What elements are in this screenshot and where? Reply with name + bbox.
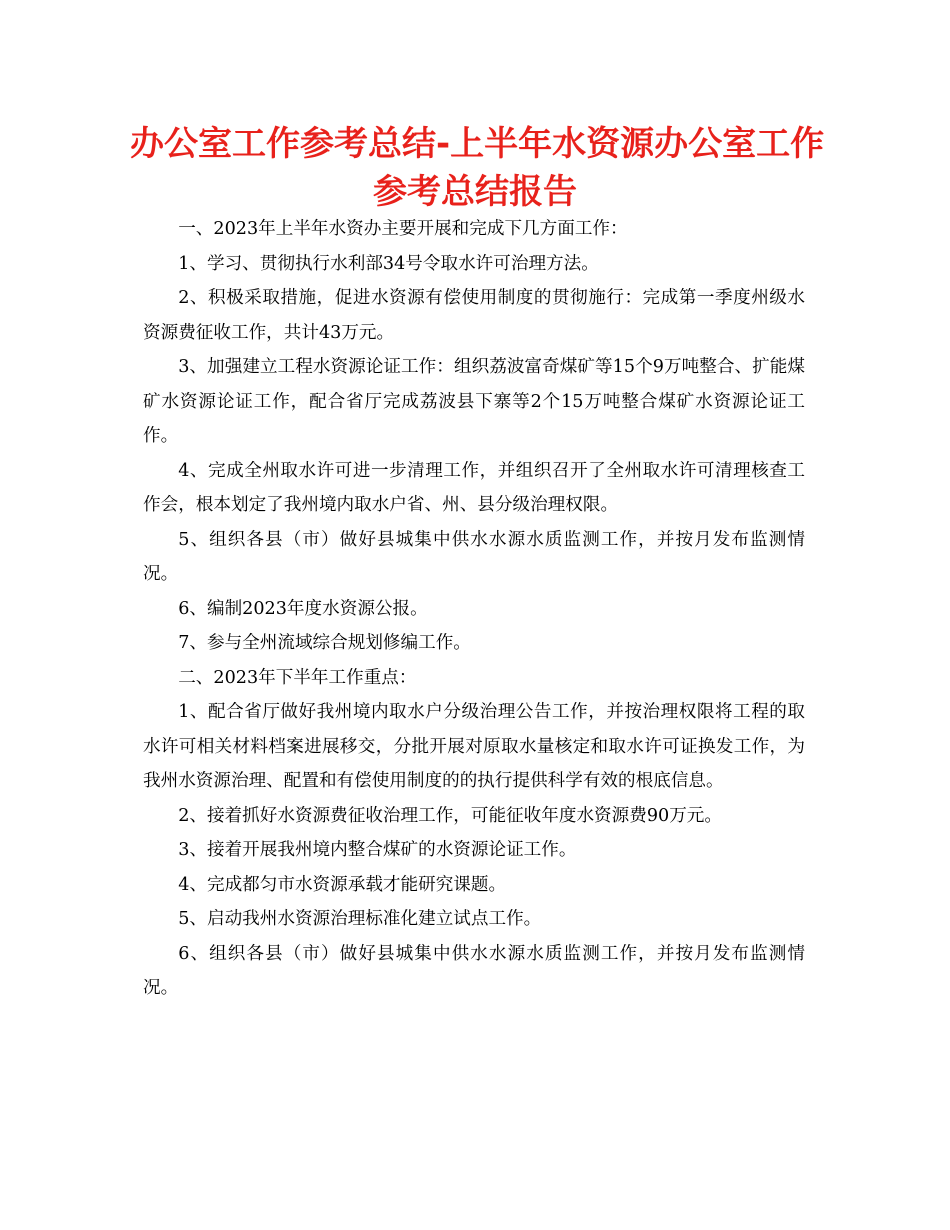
paragraph-item: 6、组织各县（市）做好县城集中供水水源水质监测工作，并按月发布监测情况。	[143, 943, 805, 998]
paragraph-item: 2、接着抓好水资源费征收治理工作，可能征收年度水资源费90万元。	[178, 805, 722, 826]
paragraph-item: 7、参与全州流域综合规划修编工作。	[178, 633, 471, 653]
document-body	[143, 212, 805, 1006]
section-heading-second-half: 二、2023年下半年工作重点：	[178, 667, 417, 688]
paragraph-item: 4、完成都匀市水资源承载才能研究课题。	[178, 874, 507, 895]
section-heading-first-half: 一、2023年上半年水资办主要开展和完成下几方面工作：	[178, 219, 628, 239]
paragraph-item: 3、加强建立工程水资源论证工作：组织荔波富奇煤矿等15个9万吨整合、扩能煤矿水资源论证工作，配合省厅完成荔波县下寨等2个15万吨整合煤矿水资源论证工作。	[143, 357, 805, 446]
paragraph-item: 1、配合省厅做好我州境内取水户分级治理公告工作，并按治理权限将工程的取水许可相关材料档案进展移交，分批开展对原取水量核定和取水许可证换发工作，为我州水资源治理、配置和有偿使用制度的的执行提供科学有效的根底信息。	[143, 702, 805, 791]
paragraph-item: 2、积极采取措施，促进水资源有偿使用制度的贯彻施行：完成第一季度州级水资源费征收工作，共计43万元。	[143, 288, 805, 343]
paragraph-item: 1、学习、贯彻执行水利部34号令取水许可治理方法。	[178, 253, 599, 274]
document-title-line-1: 办公室工作参考总结-上半年水资源办公室工作	[130, 124, 825, 164]
paragraph-item: 3、接着开展我州境内整合煤矿的水资源论证工作。	[178, 840, 577, 860]
paragraph-item: 4、完成全州取水许可进一步清理工作，并组织召开了全州取水许可清理核查工作会，根本划定了我州境内取水户省、州、县分级治理权限。	[143, 460, 805, 515]
paragraph-item: 6、编制2023年度水资源公报。	[178, 598, 428, 619]
document-title-line-2: 参考总结报告	[373, 172, 577, 212]
paragraph-item: 5、启动我州水资源治理标准化建立试点工作。	[178, 909, 542, 929]
paragraph-item: 5、组织各县（市）做好县城集中供水水源水质监测工作，并按月发布监测情况。	[143, 529, 805, 584]
